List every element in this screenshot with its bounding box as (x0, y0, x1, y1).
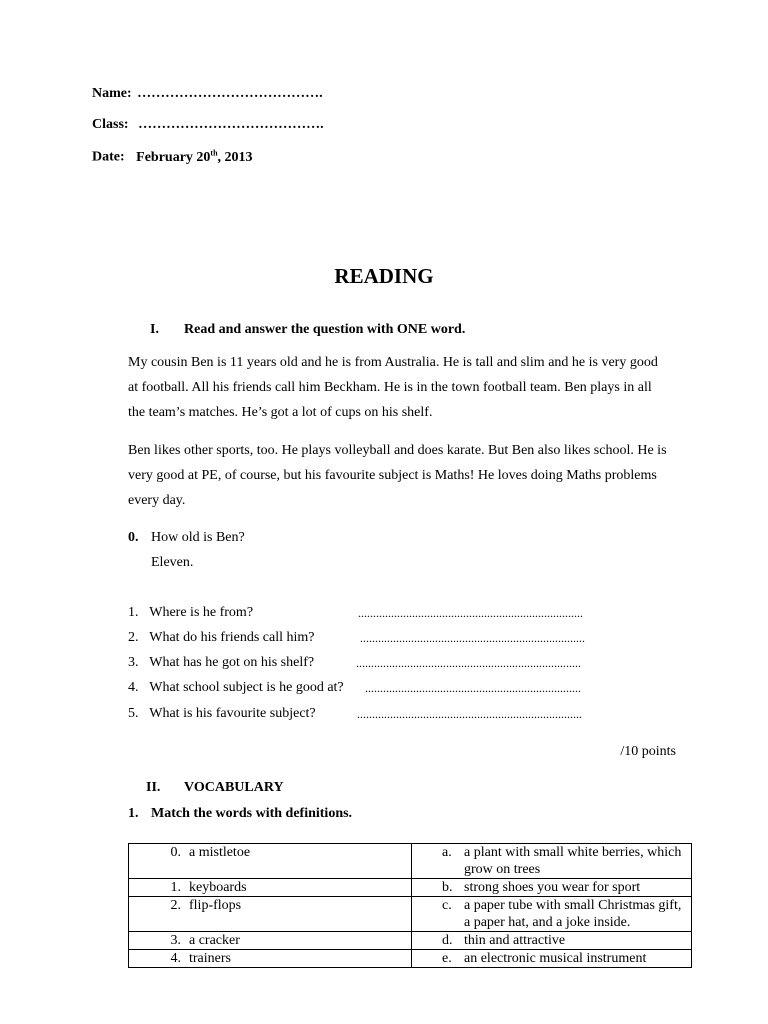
name-blank: …………………………………. (137, 86, 323, 101)
definition-cell (412, 932, 692, 950)
definition-text: an electronic musical instrument (464, 951, 647, 966)
word-text: trainers (189, 951, 231, 966)
section1-numeral: I. (150, 322, 159, 337)
answer-blank[interactable]: ........................................................................... (356, 656, 581, 670)
word-cell (129, 897, 412, 932)
question-row (128, 630, 314, 646)
date-year: , 2013 (217, 149, 253, 165)
question-text: What has he got on his shelf? (149, 655, 315, 670)
word-cell (129, 950, 412, 968)
word-number: 0. (170, 845, 181, 860)
question-text: What is his favourite subject? (149, 706, 316, 721)
question-row (128, 655, 314, 671)
word-text: a mistletoe (189, 845, 251, 860)
word-cell (129, 844, 412, 879)
class-blank: …………………………………. (138, 117, 324, 132)
definition-text: thin and attractive (464, 933, 566, 948)
table-row (129, 879, 692, 897)
name-label: Name: (92, 86, 132, 101)
date-label: Date: (92, 149, 125, 165)
class-field (92, 117, 324, 133)
question-number: 4. (128, 680, 139, 695)
question-text: What school subject is he good at? (149, 680, 344, 695)
word-cell (129, 879, 412, 897)
word-number: 4. (170, 951, 181, 966)
question-text: What do his friends call him? (149, 630, 315, 645)
word-text: flip-flops (189, 898, 242, 913)
table-row (129, 844, 692, 879)
example-answer: Eleven. (151, 555, 194, 570)
answer-blank[interactable]: ........................................................................... (360, 631, 585, 645)
question-number: 1. (128, 605, 139, 620)
section2-numeral: II. (146, 780, 161, 795)
answer-blank[interactable]: ........................................................................... (358, 606, 583, 620)
word-number: 1. (170, 880, 181, 895)
page-title: READING (334, 264, 434, 288)
definition-letter: b. (442, 880, 453, 895)
date-field (92, 148, 253, 166)
class-label: Class: (92, 117, 129, 132)
question-number: 3. (128, 655, 139, 670)
word-number: 2. (170, 898, 181, 913)
definition-letter: d. (442, 933, 453, 948)
date-day: February 20 (136, 149, 211, 165)
date-sup: th (210, 148, 218, 157)
question-row (128, 680, 344, 696)
date-value (136, 150, 252, 165)
definition-letter: e. (442, 951, 452, 966)
question-row (128, 706, 316, 722)
answer-blank[interactable]: ........................................................................... (357, 707, 582, 721)
word-text: keyboards (189, 880, 247, 895)
answer-blank[interactable]: ........................................................................ (365, 681, 581, 695)
section1-heading: Read and answer the question with ONE word. (184, 322, 466, 337)
word-number: 3. (170, 933, 181, 948)
question-text: Where is he from? (149, 605, 254, 620)
definition-text: a paper tube with small Christmas gift, a paper hat, and a joke inside. (464, 898, 682, 930)
table-row (129, 897, 692, 932)
points-label: /10 points (620, 744, 676, 759)
table-row (129, 950, 692, 968)
definition-letter: c. (442, 898, 452, 913)
definition-letter: a. (442, 845, 452, 860)
word-cell (129, 932, 412, 950)
definition-cell (412, 844, 692, 879)
section2-heading: VOCABULARY (184, 780, 284, 795)
question-row (128, 605, 253, 621)
name-field (92, 86, 323, 102)
reading-paragraph-1: My cousin Ben is 11 years old and he is from Australia. He is tall and slim and he is very good at football. All his friends call him Beckham. He is in the town football team. Ben plays in all the team’s matches. He’s got a lot of cups on his shelf. (128, 355, 658, 420)
table-row (129, 932, 692, 950)
definition-cell (412, 950, 692, 968)
definition-cell (412, 879, 692, 897)
task-instruction: Match the words with definitions. (151, 806, 353, 821)
definition-text: a plant with small white berries, which grow on trees (464, 845, 682, 877)
reading-paragraph-2: Ben likes other sports, too. He plays volleyball and does karate. But Ben also likes school. He is very good at PE, of course, but his favourite subject is Maths! He loves doing Maths problems every day. (128, 443, 667, 508)
definition-text: strong shoes you wear for sport (464, 880, 641, 895)
question-number: 2. (128, 630, 139, 645)
matching-table (128, 843, 692, 968)
question-number: 5. (128, 706, 139, 721)
example-number: 0. (128, 530, 139, 545)
definition-cell (412, 897, 692, 932)
word-text: a cracker (189, 933, 240, 948)
task-number: 1. (128, 806, 139, 821)
example-question: How old is Ben? (151, 530, 245, 545)
